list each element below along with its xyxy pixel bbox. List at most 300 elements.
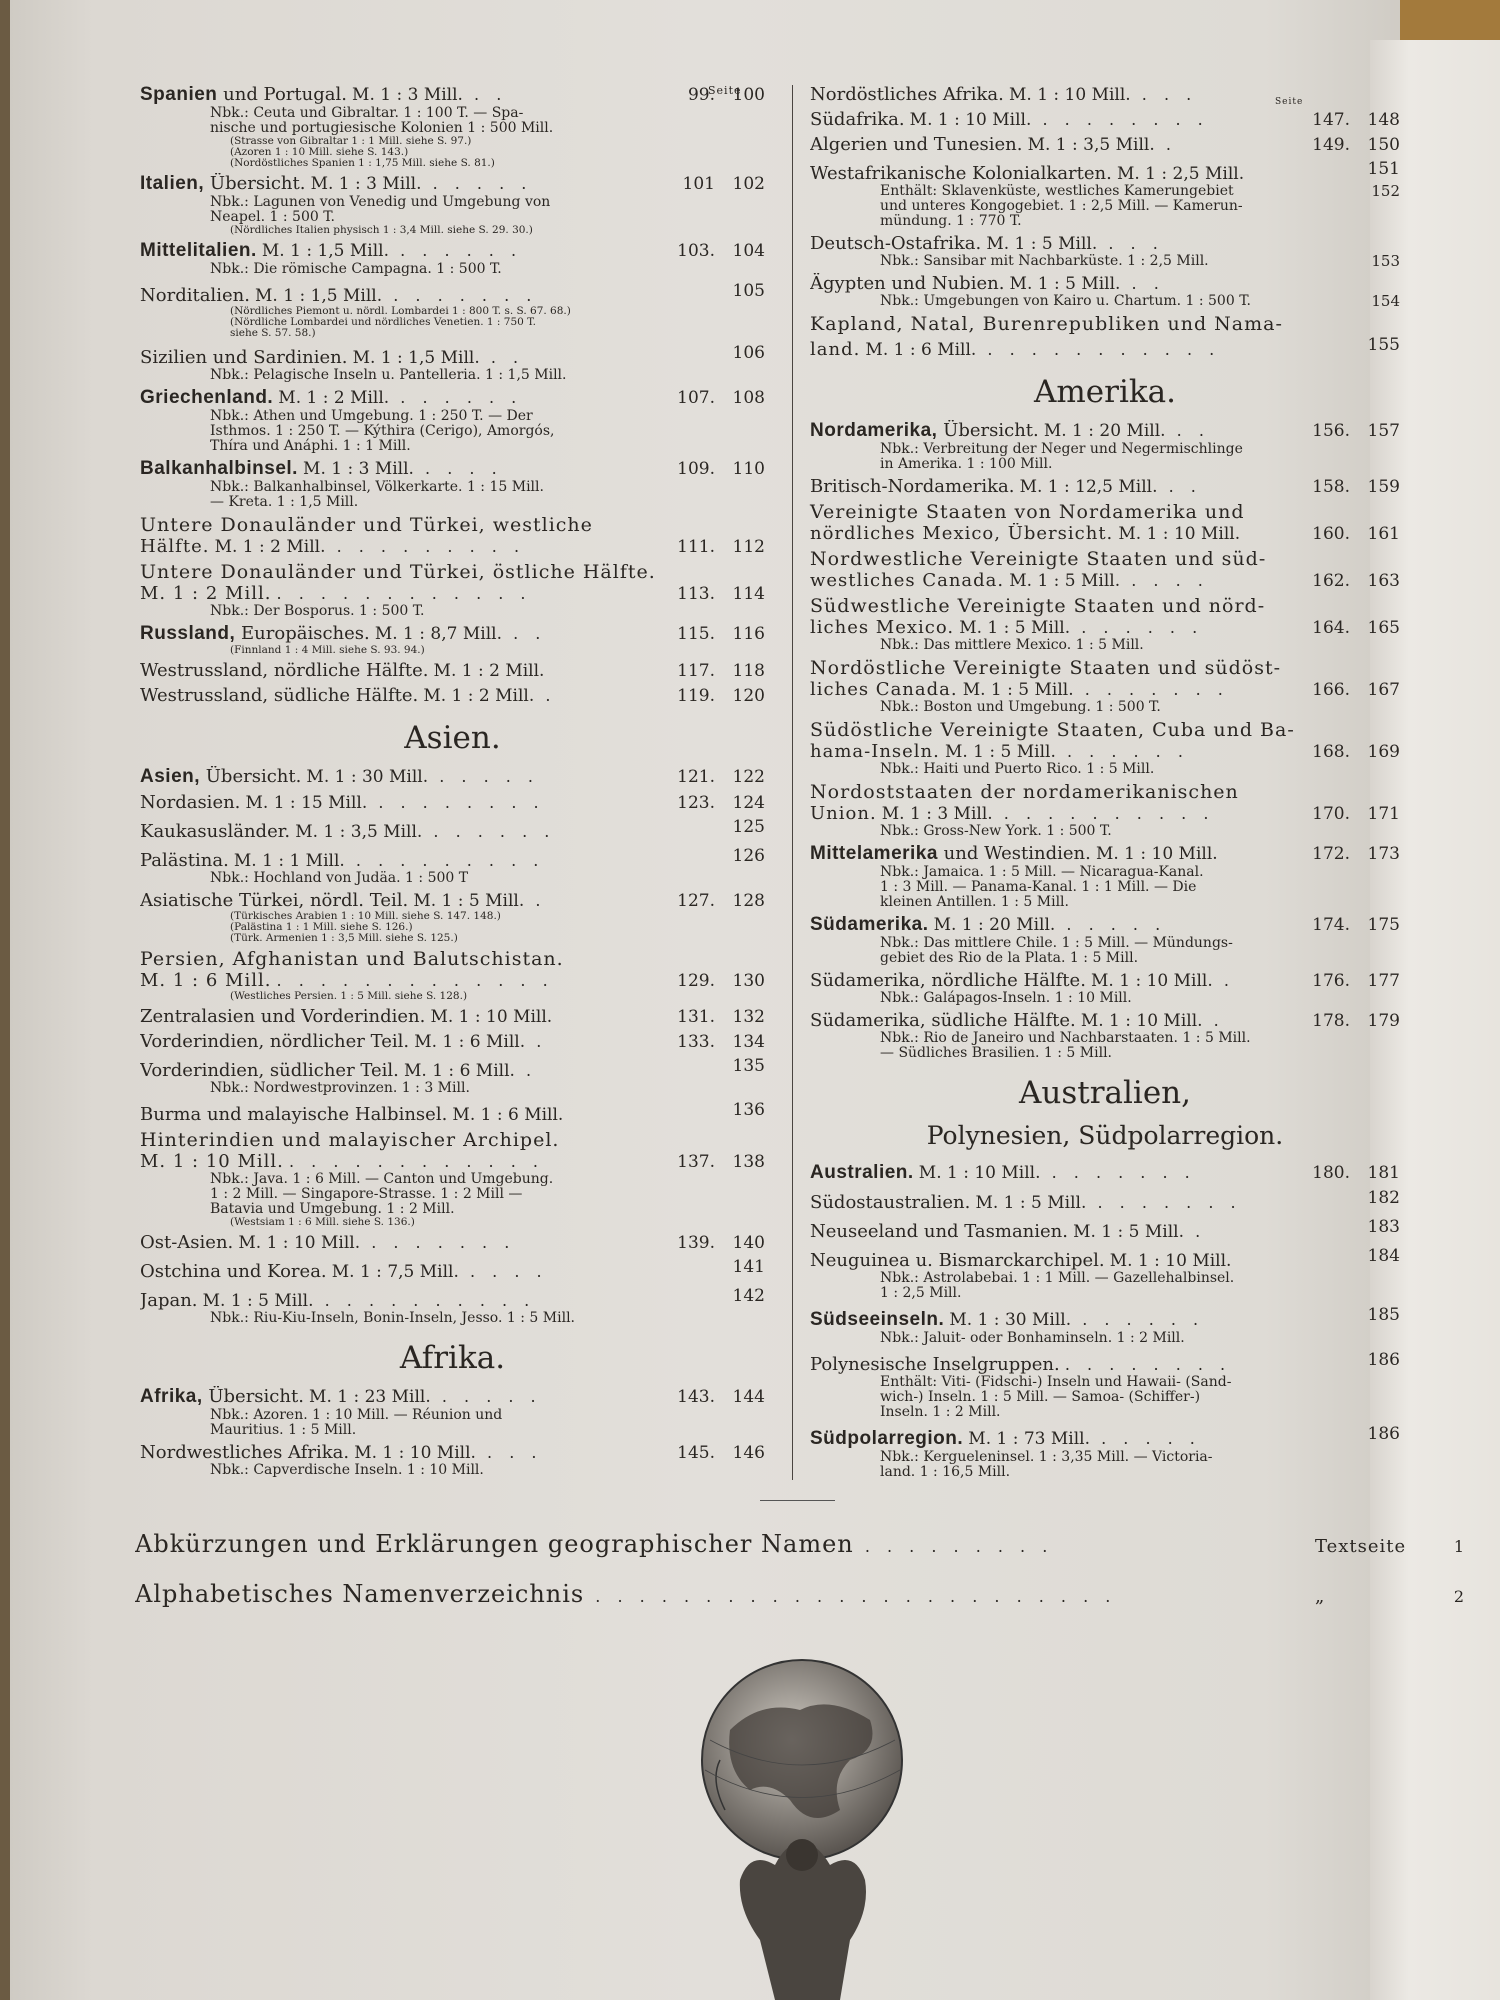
map-note: — Kreta. 1 : 1,5 Mill. bbox=[210, 494, 359, 510]
seite-label-right: Seite bbox=[1275, 97, 1304, 107]
map-scale: M. 1 : 30 Mill. bbox=[949, 1310, 1072, 1330]
page-number: 141 bbox=[732, 1257, 765, 1277]
toc-entry bbox=[810, 273, 1400, 309]
entry-title-line: M. 1 : 6 Mill. bbox=[140, 970, 272, 991]
page-numbers bbox=[1285, 1424, 1400, 1444]
entry-title: Ägypten und Nubien. bbox=[810, 273, 1005, 294]
page-numbers bbox=[650, 1100, 765, 1120]
page-numbers bbox=[1285, 335, 1400, 355]
map-note: Nbk.: Java. 1 : 6 Mill. — Canton und Umgebung. bbox=[210, 1171, 554, 1187]
page-numbers bbox=[1285, 915, 1400, 935]
entry-title-bold: Australien. bbox=[810, 1162, 914, 1183]
page-number: 127. bbox=[677, 891, 715, 911]
entry-title: Vorderindien, nördlicher Teil. bbox=[140, 1031, 410, 1052]
map-note: 1 : 2,5 Mill. bbox=[880, 1285, 962, 1301]
cross-reference: (Palästina 1 : 1 Mill. siehe S. 126.) bbox=[230, 921, 413, 933]
toc-entry bbox=[140, 817, 765, 842]
page-number: 181 bbox=[1367, 1163, 1400, 1183]
map-note: Nbk.: Jaluit- oder Bonhaminseln. 1 : 2 Mill. bbox=[880, 1330, 1185, 1346]
leader-dots: . . bbox=[462, 85, 508, 104]
page-number: 144 bbox=[732, 1387, 765, 1407]
page-number: 126 bbox=[732, 846, 765, 866]
map-scale: M. 1 : 5 Mill. bbox=[1009, 571, 1121, 591]
page-numbers bbox=[650, 1443, 765, 1463]
page-number: 134 bbox=[732, 1032, 765, 1052]
entry-title-line: westliches Canada. bbox=[810, 570, 1005, 591]
page-number: 133. bbox=[677, 1032, 715, 1052]
cross-reference: (Nördliche Lombardei und nördliches Venetien. 1 : 750 T. bbox=[230, 316, 536, 328]
leader-dots: . bbox=[1154, 135, 1177, 154]
page-numbers bbox=[1285, 804, 1400, 824]
toc-entry bbox=[810, 1305, 1400, 1346]
page-number: 182 bbox=[1367, 1188, 1400, 1208]
leader-dots: . . . . . . . bbox=[360, 1233, 516, 1252]
leader-dots: . . . . . . . . bbox=[1064, 1355, 1232, 1374]
entry-title-line: Untere Donauländer und Türkei, westliche bbox=[140, 514, 593, 536]
page-number: 186 bbox=[1367, 1350, 1400, 1370]
page-number: 129. bbox=[677, 971, 715, 991]
page-number: 103. bbox=[677, 241, 715, 261]
page-numbers bbox=[650, 281, 765, 301]
page-number: 142 bbox=[732, 1286, 765, 1306]
page-number bbox=[1300, 1424, 1350, 1444]
toc-entry bbox=[810, 1162, 1400, 1184]
leader-dots: . . . . . . . . bbox=[1031, 110, 1209, 129]
entry-title-line: Nordoststaaten der nordamerikanischen bbox=[810, 781, 1239, 803]
page-number: 104 bbox=[732, 241, 765, 261]
map-scale: M. 1 : 6 Mill. bbox=[865, 340, 977, 360]
entry-title: Neuguinea u. Bismarckarchipel. bbox=[810, 1250, 1105, 1271]
leader-dots: . bbox=[1202, 1011, 1225, 1030]
leader-dots: . . . . . . . . . . . bbox=[976, 340, 1221, 359]
entry-title-bold: Asien, bbox=[140, 766, 201, 787]
leader-dots: . . . bbox=[1097, 234, 1164, 253]
map-scale: M. 1 : 10 Mill. bbox=[354, 1443, 476, 1463]
map-scale: M. 1 : 5 Mill. bbox=[1009, 274, 1121, 294]
map-note: Nbk.: Capverdische Inseln. 1 : 10 Mill. bbox=[210, 1462, 484, 1478]
page-number: 165 bbox=[1367, 618, 1400, 638]
toc-entry bbox=[810, 970, 1400, 1006]
page-number: 101 bbox=[682, 174, 715, 194]
toc-entry bbox=[140, 890, 765, 944]
entry-title-line: Kapland, Natal, Burenrepubliken und Nama- bbox=[810, 313, 1283, 335]
map-scale: M. 1 : 2 Mill. bbox=[423, 686, 535, 706]
page-numbers bbox=[650, 1007, 765, 1027]
page-number bbox=[1300, 1217, 1350, 1237]
page-numbers bbox=[650, 174, 765, 194]
leader-dots: . . . . . . . bbox=[1040, 1163, 1196, 1182]
toc-entry bbox=[810, 1246, 1400, 1301]
cross-reference: (Nordöstliches Spanien 1 : 1,75 Mill. siehe S. 81.) bbox=[230, 157, 495, 169]
page-number: 157 bbox=[1367, 421, 1400, 441]
page-number: 146 bbox=[732, 1443, 765, 1463]
map-note: Nbk.: Haiti und Puerto Rico. 1 : 5 Mill. bbox=[880, 761, 1155, 777]
map-scale: M. 1 : 15 Mill. bbox=[245, 793, 368, 813]
map-scale: M. 1 : 5 Mill. bbox=[1073, 1222, 1185, 1242]
entry-title: und Portugal. bbox=[217, 84, 347, 105]
map-scale: M. 1 : 8,7 Mill. bbox=[374, 624, 502, 644]
map-note: Nbk.: Pelagische Inseln u. Pantelleria. 1 : 1,5 Mill. bbox=[210, 367, 567, 383]
leader-dots: . . . bbox=[1130, 85, 1198, 104]
map-note: 1 : 2 Mill. — Singapore-Strasse. 1 : 2 Mill — bbox=[210, 1186, 523, 1202]
map-note: Nbk.: Balkanhalbinsel, Völkerkarte. 1 : 15 Mill. bbox=[210, 479, 544, 495]
entry-title-bold: Spanien bbox=[140, 84, 218, 105]
map-note: land. 1 : 16,5 Mill. bbox=[880, 1464, 1011, 1480]
cross-reference: (Finnland 1 : 4 Mill. siehe S. 93. 94.) bbox=[230, 644, 425, 656]
map-scale: M. 1 : 10 Mill. bbox=[1118, 524, 1241, 544]
entry-title: Britisch-Nordamerika. bbox=[810, 476, 1015, 497]
page-number: 111. bbox=[677, 537, 715, 557]
map-note: 1 : 3 Mill. — Panama-Kanal. 1 : 1 Mill. — Die bbox=[880, 879, 1197, 895]
page-number: 106 bbox=[732, 343, 765, 363]
page-numbers bbox=[650, 661, 765, 681]
leader-dots: . . . . . . bbox=[1070, 618, 1204, 637]
map-scale: M. 1 : 6 Mill. bbox=[452, 1105, 564, 1125]
toc-entry bbox=[140, 387, 765, 454]
page-numbers bbox=[650, 1387, 765, 1407]
page-number: 100 bbox=[732, 85, 765, 105]
entry-title: Asiatische Türkei, nördl. Teil. bbox=[140, 890, 409, 911]
separator-rule bbox=[760, 1500, 835, 1501]
toc-entry bbox=[140, 561, 765, 619]
page-number: 116 bbox=[732, 624, 765, 644]
map-scale: M. 1 : 5 Mill. bbox=[413, 891, 525, 911]
toc-entry bbox=[810, 595, 1400, 653]
map-note: Nbk.: Ceuta und Gibraltar. 1 : 100 T. — Spa- bbox=[210, 105, 524, 121]
leader-dots: . . . . bbox=[1120, 571, 1209, 590]
contents-right-column bbox=[810, 80, 1400, 1480]
page-number: 113. bbox=[677, 584, 715, 604]
toc-entry bbox=[140, 1129, 765, 1228]
leader-dots: . . . . . . . . . . . . bbox=[288, 1152, 544, 1171]
page-number bbox=[1300, 1305, 1350, 1325]
map-scale: M. 1 : 10 Mill. bbox=[238, 1233, 361, 1253]
page-number: 172. bbox=[1312, 844, 1350, 864]
page-numbers bbox=[1285, 1188, 1400, 1208]
page-number: 185 bbox=[1367, 1305, 1400, 1325]
page-numbers bbox=[1285, 1350, 1400, 1370]
entry-title-bold: Südpolarregion. bbox=[810, 1428, 964, 1449]
toc-entry bbox=[810, 843, 1400, 910]
map-note bbox=[810, 254, 1400, 269]
map-scale: M. 1 : 3,5 Mill. bbox=[1027, 135, 1155, 155]
cross-reference: (Nördliches Piemont u. nördl. Lombardei 1 : 800 T. s. S. 67. 68.) bbox=[230, 305, 571, 317]
section-subheading: Polynesien, Südpolarregion. bbox=[926, 1121, 1284, 1150]
page-numbers bbox=[650, 85, 765, 105]
map-scale: M. 1 : 3 Mill. bbox=[310, 174, 422, 194]
toc-entry bbox=[140, 1056, 765, 1096]
page-numbers bbox=[1285, 1246, 1400, 1266]
page-number: 163 bbox=[1367, 571, 1400, 591]
page-number: 178. bbox=[1312, 1011, 1350, 1031]
page-number: 118 bbox=[732, 661, 765, 681]
map-note-text: Enthält: Sklavenküste, westliches Kamerungebiet bbox=[880, 183, 1234, 199]
section-heading: Asien. bbox=[404, 720, 501, 756]
page-number: 122 bbox=[732, 767, 765, 787]
toc-entry bbox=[140, 792, 765, 813]
map-note: Nbk.: Gross-New York. 1 : 500 T. bbox=[880, 823, 1112, 839]
entry-title: Südamerika, südliche Hälfte. bbox=[810, 1010, 1076, 1031]
map-scale: M. 1 : 3 Mill. bbox=[881, 804, 993, 824]
leader-dots: . . . . . . bbox=[1055, 742, 1189, 761]
page-number: 102 bbox=[732, 174, 765, 194]
map-note: gebiet des Rio de la Plata. 1 : 5 Mill. bbox=[880, 950, 1139, 966]
toc-entry bbox=[810, 548, 1400, 591]
contents-left-column bbox=[140, 80, 765, 1478]
entry-title: Burma und malayische Halbinsel. bbox=[140, 1104, 448, 1125]
map-note: Mauritius. 1 : 5 Mill. bbox=[210, 1422, 357, 1438]
map-scale: M. 1 : 10 Mill. bbox=[1091, 971, 1213, 991]
toc-entry bbox=[810, 109, 1400, 130]
map-scale: M. 1 : 20 Mill. bbox=[1043, 421, 1166, 441]
page-number: 149. bbox=[1312, 135, 1350, 155]
page-number: 139. bbox=[677, 1233, 715, 1253]
page-numbers bbox=[1285, 844, 1400, 864]
leader-dots: . . . . . . bbox=[389, 241, 523, 260]
map-scale: M. 1 : 10 Mill. bbox=[909, 110, 1032, 130]
entry-title: Kaukasusländer. bbox=[140, 821, 291, 842]
entry-title-line: Union. bbox=[810, 803, 877, 824]
map-scale: M. 1 : 5 Mill. bbox=[962, 680, 1074, 700]
entry-title: Deutsch-Ostafrika. bbox=[810, 233, 982, 254]
entry-title-bold: Russland, bbox=[140, 623, 236, 644]
entry-title: Westrussland, nördliche Hälfte. bbox=[140, 660, 429, 681]
page-number bbox=[1300, 1350, 1350, 1370]
entry-title: Nordasien. bbox=[140, 792, 241, 813]
entry-title: Europäisches. bbox=[235, 623, 370, 644]
page-number bbox=[1300, 1188, 1350, 1208]
map-note: Isthmos. 1 : 250 T. — Kýthira (Cerigo), Amorgós, bbox=[210, 423, 555, 439]
page-numbers bbox=[650, 1152, 765, 1172]
entry-title-line: liches Canada. bbox=[810, 679, 958, 700]
page-numbers bbox=[650, 624, 765, 644]
entry-title-line: nördliches Mexico, Übersicht. bbox=[810, 523, 1114, 544]
entry-title-line: Persien, Afghanistan und Balutschistan. bbox=[140, 948, 564, 970]
map-scale: M. 1 : 23 Mill. bbox=[309, 1387, 431, 1407]
page-numbers bbox=[1285, 618, 1400, 638]
map-note: Nbk.: Lagunen von Venedig und Umgebung von bbox=[210, 194, 551, 210]
leader-dots: . . . . . . . . . bbox=[344, 851, 545, 870]
page-number: 115. bbox=[677, 624, 715, 644]
page-numbers bbox=[650, 1286, 765, 1306]
entry-title-line: Hinterindien und malayischer Archipel. bbox=[140, 1129, 560, 1151]
map-scale: M. 1 : 10 Mill. bbox=[1109, 1251, 1232, 1271]
map-note-text: Nbk.: Sansibar mit Nachbarküste. 1 : 2,5 Mill. bbox=[880, 253, 1209, 269]
toc-entry bbox=[810, 719, 1400, 777]
page-number: 108 bbox=[732, 388, 765, 408]
map-scale: M. 1 : 1,5 Mill. bbox=[352, 348, 480, 368]
toc-entry bbox=[140, 84, 765, 169]
bottom-entry-index: Alphabetisches Namenverzeichnis . . . . . . . . . . . . . . . . . . . . . . . . „ 2 bbox=[135, 1580, 1465, 1608]
map-scale: M. 1 : 3,5 Mill. bbox=[295, 822, 423, 842]
toc-entry bbox=[140, 1031, 765, 1052]
entry-title: Algerien und Tunesien. bbox=[810, 134, 1023, 155]
page-number: 120 bbox=[732, 686, 765, 706]
map-scale: M. 1 : 5 Mill. bbox=[986, 234, 1098, 254]
page-number: 177 bbox=[1367, 971, 1400, 991]
map-note bbox=[810, 184, 1400, 199]
page-number: 166. bbox=[1312, 680, 1350, 700]
map-note: wich-) Inseln. 1 : 5 Mill. — Samoa- (Schiffer-) bbox=[880, 1389, 1201, 1405]
map-note: Nbk.: Galápagos-Inseln. 1 : 10 Mill. bbox=[880, 990, 1132, 1006]
entry-title: Sizilien und Sardinien. bbox=[140, 347, 348, 368]
page-number: 147. bbox=[1312, 110, 1350, 130]
page-number bbox=[665, 1257, 715, 1277]
map-scale: M. 1 : 3 Mill. bbox=[352, 85, 463, 105]
page-numbers bbox=[650, 686, 765, 706]
map-note: Nbk.: Rio de Janeiro und Nachbarstaaten. 1 : 5 Mill. bbox=[880, 1030, 1251, 1046]
page-number bbox=[665, 846, 715, 866]
toc-entry bbox=[140, 514, 765, 557]
page-numbers bbox=[1285, 1305, 1400, 1325]
map-scale: M. 1 : 10 Mill. bbox=[1095, 844, 1218, 864]
section-heading: Afrika. bbox=[399, 1340, 506, 1376]
page-number: 136 bbox=[732, 1100, 765, 1120]
section-heading: Amerika. bbox=[1034, 374, 1176, 410]
page-number: 130 bbox=[732, 971, 765, 991]
page-numbers bbox=[650, 1032, 765, 1052]
page-number: 164. bbox=[1312, 618, 1350, 638]
page-number: 148 bbox=[1367, 110, 1400, 130]
page-numbers bbox=[650, 793, 765, 813]
toc-entry bbox=[140, 343, 765, 383]
page-numbers bbox=[650, 846, 765, 866]
page-numbers bbox=[650, 971, 765, 991]
page-numbers bbox=[1285, 571, 1400, 591]
toc-entry bbox=[140, 1257, 765, 1282]
map-scale: M. 1 : 1,5 Mill. bbox=[255, 286, 383, 306]
page-numbers bbox=[1285, 971, 1400, 991]
map-note: Batavia und Umgebung. 1 : 2 Mill. bbox=[210, 1201, 455, 1217]
page-number: 184 bbox=[1367, 1246, 1400, 1266]
map-note: Nbk.: Die römische Campagna. 1 : 500 T. bbox=[210, 261, 502, 277]
page-number: 132 bbox=[732, 1007, 765, 1027]
page-number: 150 bbox=[1367, 135, 1400, 155]
entry-title: Südamerika, nördliche Hälfte. bbox=[810, 970, 1086, 991]
leader-dots: . bbox=[1212, 971, 1235, 990]
toc-entry bbox=[140, 281, 765, 339]
toc-entry bbox=[810, 1188, 1400, 1213]
map-scale: M. 1 : 10 Mill. bbox=[918, 1163, 1041, 1183]
entry-title: Polynesische Inselgruppen. bbox=[810, 1354, 1060, 1375]
leader-dots: . . . . . . . . . . bbox=[313, 1291, 536, 1310]
map-note: Nbk.: Jamaica. 1 : 5 Mill. — Nicaragua-Kanal. bbox=[880, 864, 1204, 880]
entry-title: Ost-Asien. bbox=[140, 1232, 234, 1253]
entry-title-line: hama-Inseln. bbox=[810, 741, 940, 762]
leader-dots: . . . . bbox=[413, 459, 503, 478]
entry-title-line: Südwestliche Vereinigte Staaten und nörd- bbox=[810, 595, 1266, 617]
page-number: 169 bbox=[1367, 742, 1400, 762]
page-number: 156. bbox=[1312, 421, 1350, 441]
page-number: 143. bbox=[677, 1387, 715, 1407]
toc-entry bbox=[140, 685, 765, 706]
page-number: 173 bbox=[1367, 844, 1400, 864]
map-note bbox=[810, 294, 1400, 309]
map-note: — Südliches Brasilien. 1 : 5 Mill. bbox=[880, 1045, 1112, 1061]
map-note: und unteres Kongogebiet. 1 : 2,5 Mill. — Kamerun- bbox=[880, 198, 1243, 214]
page-number: 123. bbox=[677, 793, 715, 813]
table-surface bbox=[1400, 0, 1500, 45]
page-number bbox=[1300, 159, 1350, 179]
page-number: 176. bbox=[1312, 971, 1350, 991]
leader-dots: . . . . . . . bbox=[382, 286, 538, 305]
leader-dots: . bbox=[1184, 1222, 1207, 1241]
entry-title-line: liches Mexico. bbox=[810, 617, 955, 638]
toc-entry bbox=[140, 458, 765, 510]
cross-reference: (Azoren 1 : 10 Mill. siehe S. 143.) bbox=[230, 146, 409, 158]
toc-entry bbox=[140, 766, 765, 788]
leader-dots: . . . . . bbox=[430, 1387, 542, 1406]
entry-title: Südafrika. bbox=[810, 109, 905, 130]
leader-dots: . . . . . . . . . . bbox=[992, 804, 1215, 823]
map-note: Nbk.: Das mittlere Chile. 1 : 5 Mill. — Mündungs- bbox=[880, 935, 1233, 951]
page-number bbox=[665, 281, 715, 301]
page-number: 107. bbox=[677, 388, 715, 408]
toc-entry bbox=[140, 846, 765, 886]
leader-dots: . bbox=[514, 1061, 538, 1080]
toc-entry bbox=[810, 233, 1400, 269]
map-scale: M. 1 : 1 Mill. bbox=[233, 851, 345, 871]
leader-dots: . bbox=[534, 686, 557, 705]
page-numbers bbox=[650, 584, 765, 604]
page-numbers bbox=[1285, 742, 1400, 762]
map-note: kleinen Antillen. 1 : 5 Mill. bbox=[880, 894, 1069, 910]
page-number: 152 bbox=[1371, 182, 1400, 200]
page-number bbox=[665, 1286, 715, 1306]
page-numbers bbox=[650, 817, 765, 837]
leader-dots: . . . . . . . . . . . . bbox=[276, 584, 532, 603]
cross-reference: (Strasse von Gibraltar 1 : 1 Mill. siehe S. 97.) bbox=[230, 135, 472, 147]
toc-entry bbox=[810, 476, 1400, 497]
toc-entry bbox=[810, 657, 1400, 715]
entry-title-bold: Südamerika. bbox=[810, 914, 929, 935]
page-number: 180. bbox=[1312, 1163, 1350, 1183]
entry-title-line: M. 1 : 10 Mill. bbox=[140, 1151, 284, 1172]
toc-entry bbox=[140, 1286, 765, 1326]
leader-dots: . . . . . bbox=[1090, 1429, 1201, 1448]
page-numbers bbox=[650, 1257, 765, 1277]
toc-entry bbox=[810, 313, 1400, 360]
page-number: 99. bbox=[687, 85, 715, 105]
page-number: 117. bbox=[677, 661, 715, 681]
page-number: 160. bbox=[1312, 524, 1350, 544]
map-note: Enthält: Viti- (Fidschi-) Inseln und Hawaii- (Sand- bbox=[880, 1374, 1232, 1390]
seite-label-left: Seite bbox=[708, 84, 742, 97]
toc-entry bbox=[810, 84, 1400, 105]
page-number: 154 bbox=[1371, 292, 1400, 310]
map-scale: M. 1 : 5 Mill. bbox=[202, 1291, 314, 1311]
page-number: 183 bbox=[1367, 1217, 1400, 1237]
cross-reference: (Türk. Armenien 1 : 3,5 Mill. siehe S. 125.) bbox=[230, 932, 458, 944]
page-number: 158. bbox=[1312, 477, 1350, 497]
entry-title: Übersicht. bbox=[937, 420, 1039, 441]
page-numbers bbox=[650, 459, 765, 479]
page-number: 174. bbox=[1312, 915, 1350, 935]
entry-title-bold: Mittelitalien. bbox=[140, 240, 257, 261]
toc-entry bbox=[140, 1100, 765, 1125]
map-scale: M. 1 : 2,5 Mill. bbox=[1116, 164, 1245, 184]
leader-dots: . . . . . . . . . . . . . bbox=[276, 971, 554, 990]
leader-dots: . . . . . . . . bbox=[367, 793, 545, 812]
entry-title-bold: Nordamerika, bbox=[810, 420, 938, 441]
entry-title-bold: Afrika, bbox=[140, 1386, 203, 1407]
leader-dots: . . . . . . bbox=[1071, 1310, 1205, 1329]
entry-title: Japan. bbox=[140, 1290, 198, 1311]
entry-title: Westafrikanische Kolonialkarten. bbox=[810, 163, 1112, 184]
page-numbers bbox=[1285, 159, 1400, 179]
map-scale: M. 1 : 2 Mill. bbox=[214, 537, 326, 557]
page-numbers bbox=[1285, 135, 1400, 155]
